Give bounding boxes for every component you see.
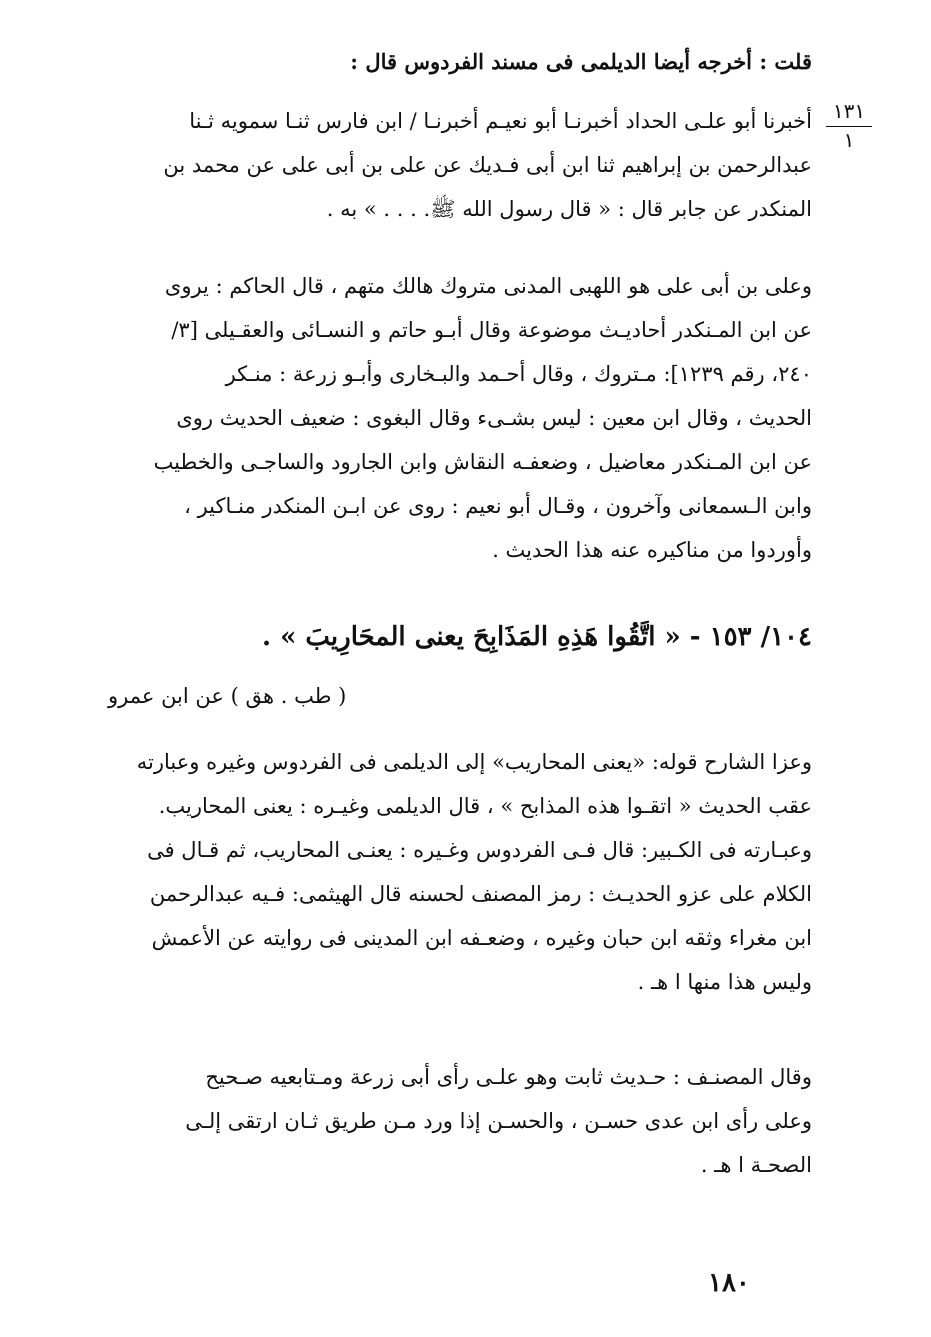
narrator-line: عن ابن المـنكدر أحاديـث موضوعة وقال أبـو حاتم و النسـائى والعقـيلى [٣/ [171, 318, 812, 342]
commentary-line: عقب الحديث « اتقـوا هذه المذابح » ، قال الديلمى وغيـره : يعنى المحاريب. [158, 794, 812, 818]
narrator-line: وأوردوا من مناكيره عنه هذا الحديث . [492, 538, 812, 562]
commentary-line: وعزا الشارح قوله: «يعنى المحاريب» إلى الديلمى فى الفردوس وغيره وعبارته [136, 750, 812, 774]
commentary-line: وعبـارته فى الكـبير: قال فـى الفردوس وغـيره : يعنـى المحاريب، ثم قـال فى [147, 838, 812, 862]
commentary-line: الكلام على عزو الحديـث : رمز المصنف لحسنه قال الهيثمى: فـيه عبدالرحمن [149, 882, 812, 906]
page-number: ١٨٠ [708, 1268, 750, 1298]
commentary-line: وليس هذا منها ا هـ . [637, 970, 812, 994]
author-paragraph [100, 1055, 812, 1187]
margin-note-top: ١٣١ [826, 98, 872, 127]
margin-note-bottom: ١ [843, 128, 855, 152]
author-line: وعلى رأى ابن عدى حسـن ، والحسـن إذا ورد مـن طريق ثـان ارتقى إلـى [185, 1109, 812, 1133]
narrator-line: الحديث ، وقال ابن معين : ليس بشـىء وقال البغوى : ضعيف الحديث روى [176, 406, 812, 430]
margin-footnote-marker [826, 98, 872, 153]
commentary-paragraph [100, 740, 812, 1004]
narrator-line: وعلى بن أبى على هو اللهبى المدنى متروك هالك متهم ، قال الحاكم : يروى [164, 274, 812, 298]
isnad-paragraph [100, 99, 812, 231]
hadith-heading: ١٠٤/ ١٥٣ - « اتَّقُوا هَذِهِ المَذَابِحَ يعنى المحَارِيبَ » . [262, 622, 812, 652]
intro-line: قلت : أخرجه أيضا الديلمى فى مسند الفردوس قال : [350, 49, 812, 74]
author-line: الصحـة ا هـ . [700, 1153, 812, 1177]
narrator-line: عن ابن المـنكدر معاضيل ، وضعفـه النقاش وابن الجارود والساجـى والخطيب [153, 450, 812, 474]
narrator-line: ٢٤٠، رقم ١٢٣٩]: مـتروك ، وقال أحـمد والبـخارى وأبـو زرعة : منـكر [225, 362, 812, 386]
isnad-line: المنكدر عن جابر قال : « قال رسول الله ﷺ. . . . » به . [326, 197, 812, 221]
isnad-line: أخبرنا أبو علـى الحداد أخبرنـا أبو نعيـم أخبرنـا / ابن فارس ثنـا سمويه ثـنا [189, 109, 812, 133]
intro-paragraph [100, 40, 812, 84]
narrator-line: وابن الـسمعانى وآخرون ، وقـال أبو نعيم : روى عن ابـن المنكدر منـاكير ، [184, 494, 812, 518]
commentary-line: ابن مغراء وثقه ابن حبان وغيره ، وضعـفه ابن المدينى فى روايته عن الأعمش [151, 926, 812, 950]
narrator-paragraph [100, 264, 812, 572]
isnad-line: عبدالرحمن بن إبراهيم ثنا ابن أبى فـديك عن على بن أبى على عن محمد بن [163, 153, 812, 177]
author-line: وقال المصنـف : حـديث ثابت وهو علـى رأى أبى زرعة ومـتابعيه صـحيح [205, 1065, 812, 1089]
hadith-source: ( طب . هق ) عن ابن عمرو [108, 684, 347, 708]
